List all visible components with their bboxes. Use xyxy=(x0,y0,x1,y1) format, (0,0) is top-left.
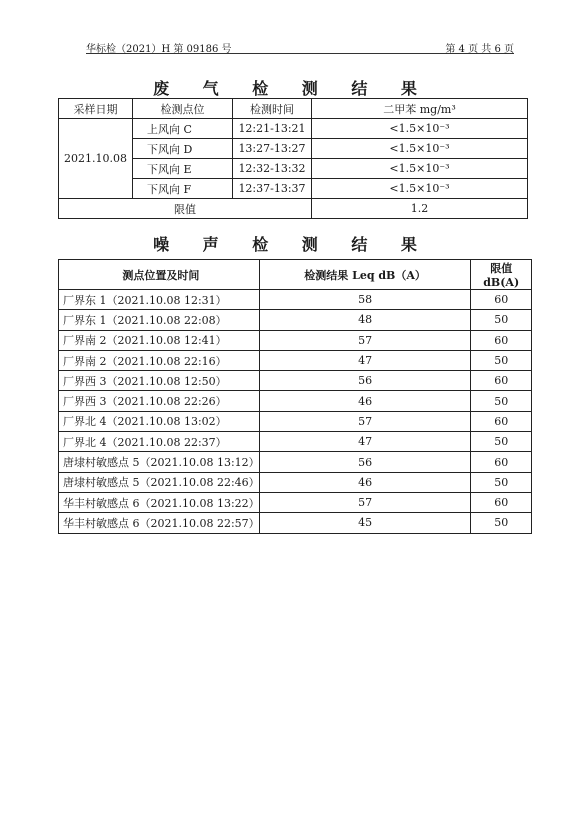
noise-result: 46 xyxy=(259,391,471,411)
noise-result: 47 xyxy=(259,432,471,452)
gas-value: <1.5×10⁻³ xyxy=(312,179,528,199)
page-indicator: 第 4 页 共 6 页 xyxy=(445,44,514,55)
noise-limit: 60 xyxy=(471,411,532,431)
gas-point: 下风向 E xyxy=(133,159,233,179)
noise-location: 厂界南 2（2021.10.08 22:16） xyxy=(59,350,260,370)
gas-point: 下风向 D xyxy=(133,139,233,159)
noise-location: 华丰村敏感点 6（2021.10.08 13:22） xyxy=(59,492,260,512)
noise-limit: 60 xyxy=(471,452,532,472)
gas-point: 下风向 F xyxy=(133,179,233,199)
noise-limit: 50 xyxy=(471,310,532,330)
gas-limit-label: 限值 xyxy=(59,199,312,219)
noise-location: 厂界北 4（2021.10.08 13:02） xyxy=(59,411,260,431)
noise-location: 厂界北 4（2021.10.08 22:37） xyxy=(59,432,260,452)
gas-results-title: 废 气 检 测 结 果 xyxy=(153,79,431,98)
gas-limit-row xyxy=(59,199,528,219)
noise-limit: 60 xyxy=(471,371,532,391)
gas-time: 12:21-13:21 xyxy=(233,119,312,139)
header-divider xyxy=(86,53,514,54)
noise-result: 57 xyxy=(259,411,471,431)
table-row xyxy=(59,411,532,431)
noise-results-title: 噪 声 检 测 结 果 xyxy=(153,235,431,254)
gas-point: 上风向 C xyxy=(133,119,233,139)
table-row xyxy=(59,492,532,512)
table-row xyxy=(59,290,532,310)
noise-limit: 50 xyxy=(471,513,532,533)
gas-header-time: 检测时间 xyxy=(233,99,312,119)
noise-result: 56 xyxy=(259,452,471,472)
table-row xyxy=(59,371,532,391)
gas-header-point: 检测点位 xyxy=(133,99,233,119)
noise-result: 57 xyxy=(259,330,471,350)
gas-time: 13:27-13:27 xyxy=(233,139,312,159)
noise-header-result: 检测结果 Leq dB（A） xyxy=(259,260,471,290)
table-row xyxy=(59,310,532,330)
table-row xyxy=(59,432,532,452)
noise-location: 华丰村敏感点 6（2021.10.08 22:57） xyxy=(59,513,260,533)
noise-limit: 50 xyxy=(471,350,532,370)
gas-time: 12:37-13:37 xyxy=(233,179,312,199)
gas-header-item: 二甲苯 mg/m³ xyxy=(312,99,528,119)
noise-header-location: 测点位置及时间 xyxy=(59,260,260,290)
noise-limit: 50 xyxy=(471,432,532,452)
gas-value: <1.5×10⁻³ xyxy=(312,119,528,139)
gas-header-date: 采样日期 xyxy=(59,99,133,119)
noise-results-table xyxy=(58,259,532,534)
noise-location: 厂界南 2（2021.10.08 12:41） xyxy=(59,330,260,350)
noise-limit: 60 xyxy=(471,492,532,512)
gas-value: <1.5×10⁻³ xyxy=(312,139,528,159)
gas-value: <1.5×10⁻³ xyxy=(312,159,528,179)
gas-header-row xyxy=(59,99,528,119)
noise-location: 唐埭村敏感点 5（2021.10.08 22:46） xyxy=(59,472,260,492)
noise-header-row xyxy=(59,260,532,290)
noise-result: 58 xyxy=(259,290,471,310)
report-number: 华标检（2021）H 第 09186 号 xyxy=(86,44,232,55)
gas-limit-value: 1.2 xyxy=(312,199,528,219)
noise-result: 56 xyxy=(259,371,471,391)
noise-location: 厂界西 3（2021.10.08 22:26） xyxy=(59,391,260,411)
noise-limit: 50 xyxy=(471,391,532,411)
table-row xyxy=(59,350,532,370)
noise-location: 厂界西 3（2021.10.08 12:50） xyxy=(59,371,260,391)
noise-limit: 50 xyxy=(471,472,532,492)
noise-limit: 60 xyxy=(471,290,532,310)
noise-result: 46 xyxy=(259,472,471,492)
gas-time: 12:32-13:32 xyxy=(233,159,312,179)
table-row xyxy=(59,472,532,492)
noise-location: 厂界东 1（2021.10.08 12:31） xyxy=(59,290,260,310)
noise-location: 厂界东 1（2021.10.08 22:08） xyxy=(59,310,260,330)
noise-result: 47 xyxy=(259,350,471,370)
table-row xyxy=(59,513,532,533)
noise-location: 唐埭村敏感点 5（2021.10.08 13:12） xyxy=(59,452,260,472)
gas-results-table xyxy=(58,98,528,219)
noise-header-limit: 限值 dB(A) xyxy=(471,260,532,290)
table-row xyxy=(59,330,532,350)
table-row xyxy=(59,452,532,472)
noise-result: 57 xyxy=(259,492,471,512)
noise-result: 45 xyxy=(259,513,471,533)
gas-sampling-date: 2021.10.08 xyxy=(59,119,133,199)
noise-result: 48 xyxy=(259,310,471,330)
noise-limit: 60 xyxy=(471,330,532,350)
table-row xyxy=(59,119,528,139)
table-row xyxy=(59,391,532,411)
